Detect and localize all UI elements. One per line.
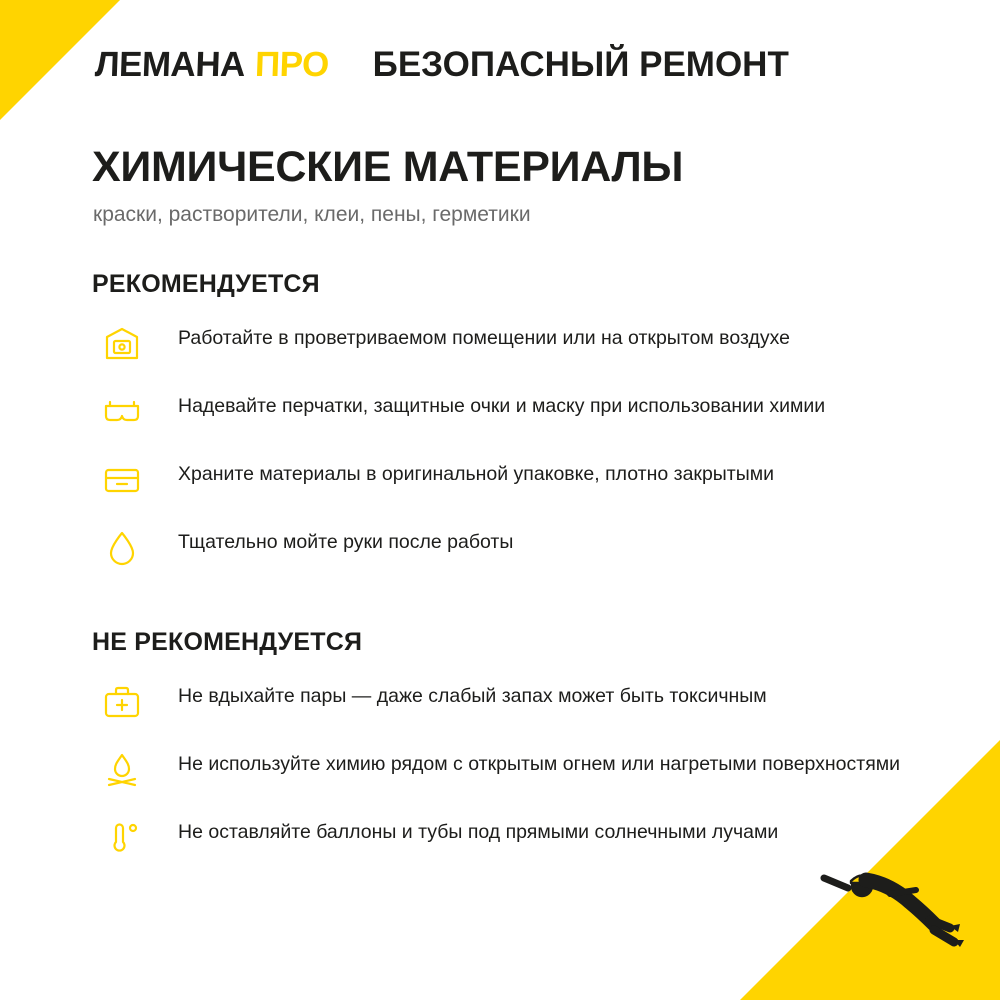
brand-logo xyxy=(95,45,329,85)
list-item-text: Не оставляйте баллоны и тубы под прямыми солнечными лучами xyxy=(178,821,779,843)
header-title: БЕЗОПАСНЫЙ РЕМОНТ xyxy=(372,45,789,84)
list-item xyxy=(92,747,912,803)
open-flame-icon xyxy=(92,747,152,791)
brand-logo-accent: ПРО xyxy=(254,45,330,84)
section-recommended xyxy=(92,270,912,593)
list-item xyxy=(92,679,912,735)
thermometer-sun-icon xyxy=(92,815,152,859)
first-aid-kit-icon xyxy=(92,679,152,723)
brand-logo-main: ЛЕМАНА xyxy=(94,45,246,84)
list-item-text: Работайте в проветриваемом помещении или на открытом воздухе xyxy=(178,327,790,349)
section-heading-not-recommended: НЕ РЕКОМЕНДУЕТСЯ xyxy=(92,628,363,656)
list-item-text: Храните материалы в оригинальной упаковке, плотно закрытыми xyxy=(178,463,775,485)
water-drop-icon xyxy=(92,525,152,569)
page-title: ХИМИЧЕСКИЕ МАТЕРИАЛЫ xyxy=(92,143,684,191)
list-item xyxy=(92,321,912,377)
flying-worker-mascot xyxy=(818,850,968,960)
list-item-text: Надевайте перчатки, защитные очки и маску при использовании химии xyxy=(178,395,826,417)
header xyxy=(95,38,940,92)
section-not-recommended xyxy=(92,628,912,883)
list-item xyxy=(92,815,912,871)
section-heading-recommended: РЕКОМЕНДУЕТСЯ xyxy=(92,270,320,298)
safety-goggles-icon xyxy=(92,389,152,433)
list-item xyxy=(92,457,912,513)
page-subtitle: краски, растворители, клеи, пены, герметики xyxy=(93,203,531,226)
list-item-text: Не используйте химию рядом с открытым огнем или нагретыми поверхностями xyxy=(178,753,901,775)
list-item-text: Не вдыхайте пары — даже слабый запах может быть токсичным xyxy=(178,685,767,707)
ventilation-window-icon xyxy=(92,321,152,365)
list-item xyxy=(92,389,912,445)
list-item-text: Тщательно мойте руки после работы xyxy=(178,531,514,553)
storage-box-icon xyxy=(92,457,152,501)
list-item xyxy=(92,525,912,581)
